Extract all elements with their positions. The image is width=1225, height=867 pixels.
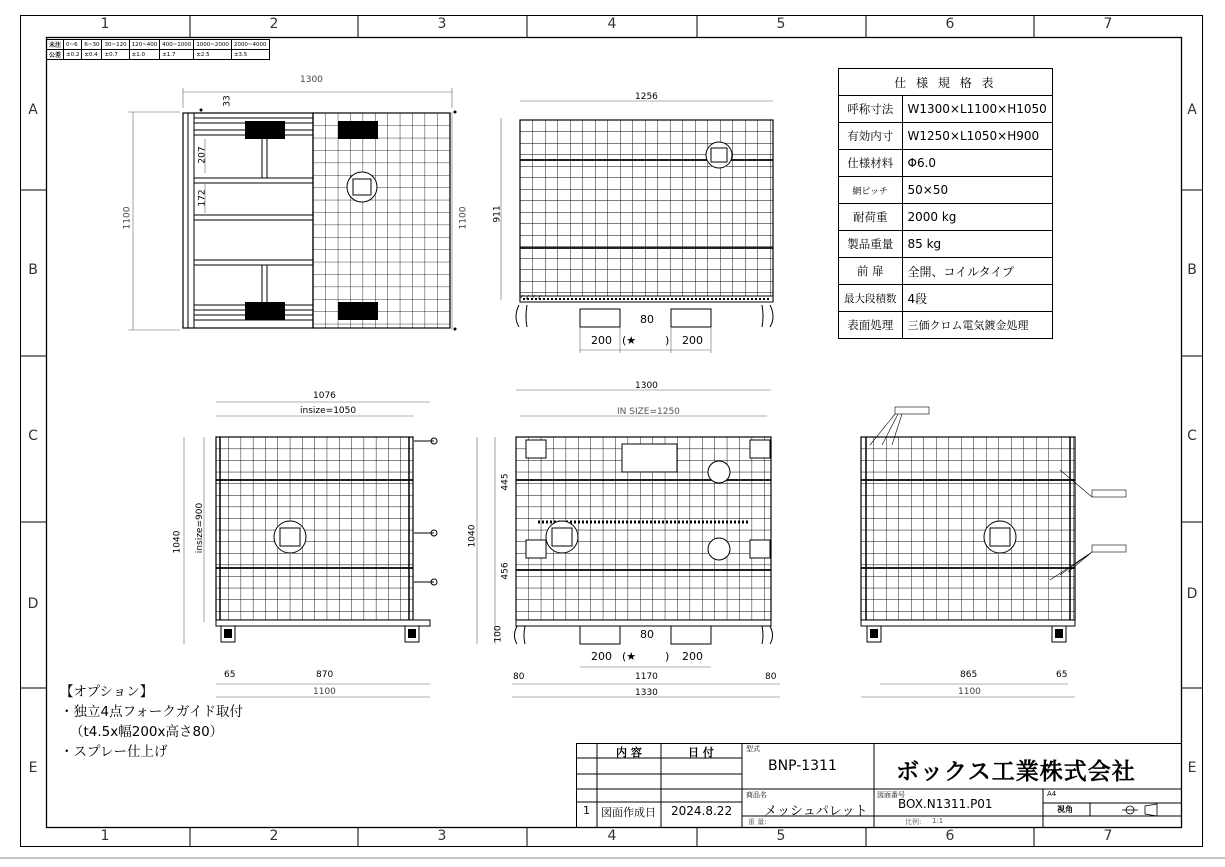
tb-rev-no: 1 bbox=[583, 804, 590, 817]
tolerance-range: 0~6 bbox=[64, 40, 82, 50]
tb-rev-date: 2024.8.22 bbox=[671, 804, 733, 818]
spec-key: 呼称寸法 bbox=[839, 96, 903, 123]
dim-mid-200a: 200 bbox=[591, 650, 612, 663]
zone-col-1: 1 bbox=[100, 16, 110, 32]
dim-mid-80-right: 80 bbox=[765, 672, 777, 682]
spec-key: 耐荷重 bbox=[839, 204, 903, 231]
spec-key: 仕様材料 bbox=[839, 150, 903, 177]
spec-row bbox=[839, 285, 1053, 312]
spec-value: Φ6.0 bbox=[902, 150, 1052, 177]
zone-col-4: 4 bbox=[607, 16, 617, 32]
zone-col-5-bottom: 5 bbox=[776, 828, 786, 844]
dim-side-insize900: insize=900 bbox=[195, 502, 206, 554]
dim-mid-80: 80 bbox=[640, 628, 654, 641]
tb-scale-label: 比例: bbox=[905, 818, 922, 826]
tolerance-value: ±2.5 bbox=[194, 50, 232, 60]
zone-col-5: 5 bbox=[776, 16, 786, 32]
dim-mid-456: 456 bbox=[500, 562, 511, 580]
zone-col-4-bottom: 4 bbox=[607, 828, 617, 844]
dim-mid-100: 100 bbox=[493, 625, 504, 643]
zone-row-b-right: B bbox=[1187, 262, 1197, 278]
zone-row-a-right: A bbox=[1187, 102, 1197, 118]
options-notes bbox=[60, 682, 243, 762]
spec-title: 仕 様 規 格 表 bbox=[839, 69, 1053, 96]
tolerance-label-1: 未注 bbox=[47, 40, 64, 50]
dim-front-paren: ) bbox=[665, 334, 670, 347]
right-side-view bbox=[861, 407, 1126, 697]
spec-key: 最大段積数 bbox=[839, 285, 903, 312]
zone-row-a: A bbox=[28, 102, 38, 118]
zone-row-e: E bbox=[28, 760, 38, 776]
tb-paper: A4 bbox=[1047, 790, 1057, 798]
dim-mid-1040: 1040 bbox=[467, 524, 478, 548]
dim-side-1076: 1076 bbox=[313, 391, 336, 401]
dim-mid-1330: 1330 bbox=[635, 688, 658, 698]
zone-row-c: C bbox=[28, 428, 38, 444]
tb-company: ボックス工業株式会社 bbox=[896, 758, 1136, 785]
spec-value: 三価クロム電気鍍金処理 bbox=[902, 312, 1052, 339]
tb-product: メッシュパレット bbox=[764, 804, 868, 819]
zone-col-7-bottom: 7 bbox=[1103, 828, 1113, 844]
dim-top-33: 33 bbox=[222, 95, 233, 107]
zone-col-2-bottom: 2 bbox=[269, 828, 279, 844]
dim-mid-1300: 1300 bbox=[635, 381, 658, 391]
dim-front-200a: 200 bbox=[591, 334, 612, 347]
spec-row bbox=[839, 258, 1053, 285]
dim-side-insize: insize=1050 bbox=[300, 406, 357, 416]
tolerance-value: ±1.0 bbox=[129, 50, 160, 60]
tolerance-value: ±0.4 bbox=[82, 50, 102, 60]
dim-front-1256: 1256 bbox=[635, 92, 658, 102]
zone-col-6-bottom: 6 bbox=[945, 828, 955, 844]
dim-side-65: 65 bbox=[224, 670, 236, 680]
tolerance-range: 1000~2000 bbox=[194, 40, 232, 50]
front-view bbox=[501, 101, 773, 353]
zone-row-e-right: E bbox=[1187, 760, 1197, 776]
spec-value: W1250×L1050×H900 bbox=[902, 123, 1052, 150]
dim-right-65: 65 bbox=[1056, 670, 1068, 680]
tolerance-value: ±1.7 bbox=[160, 50, 194, 60]
spec-key: 前 扉 bbox=[839, 258, 903, 285]
tb-scale: 1:1 bbox=[932, 817, 944, 825]
zone-row-c-right: C bbox=[1187, 428, 1197, 444]
tolerance-value: ±0.7 bbox=[102, 50, 129, 60]
zone-col-2: 2 bbox=[269, 16, 279, 32]
dim-mid-1170: 1170 bbox=[635, 672, 658, 682]
spec-row bbox=[839, 123, 1053, 150]
spec-table bbox=[838, 68, 1053, 339]
notes-item: ・スプレー仕上げ bbox=[60, 744, 168, 760]
zone-col-3: 3 bbox=[437, 16, 447, 32]
spec-row bbox=[839, 150, 1053, 177]
spec-row bbox=[839, 96, 1053, 123]
tolerance-range: 6~30 bbox=[82, 40, 102, 50]
dim-top-1100-right: 1100 bbox=[458, 206, 469, 230]
dim-front-star: (★ bbox=[622, 334, 637, 347]
spec-key: 有効内寸 bbox=[839, 123, 903, 150]
zone-col-6: 6 bbox=[945, 16, 955, 32]
zone-col-3-bottom: 3 bbox=[437, 828, 447, 844]
dim-front-200b: 200 bbox=[682, 334, 703, 347]
tb-weight-label: 重 量: bbox=[748, 818, 767, 826]
spec-key: 表面処理 bbox=[839, 312, 903, 339]
dim-right-1100: 1100 bbox=[958, 687, 981, 697]
notes-item: （t4.5x幅200x高さ80） bbox=[70, 724, 224, 740]
tb-drawing-no-label: 図面番号 bbox=[877, 791, 905, 799]
tolerance-range: 30~120 bbox=[102, 40, 129, 50]
spec-value: 4段 bbox=[902, 285, 1052, 312]
dim-top-172: 172 bbox=[197, 189, 208, 207]
tb-product-label: 商品名 bbox=[746, 791, 767, 799]
zone-row-d-right: D bbox=[1186, 586, 1198, 602]
tolerance-range: 120~400 bbox=[129, 40, 160, 50]
dim-top-1100-left: 1100 bbox=[122, 206, 133, 230]
zone-col-7: 7 bbox=[1103, 16, 1113, 32]
projection-symbol-icon bbox=[1122, 804, 1157, 816]
spec-row bbox=[839, 177, 1053, 204]
tb-model: BNP-1311 bbox=[768, 758, 837, 774]
dim-mid-445: 445 bbox=[500, 473, 511, 491]
spec-row bbox=[839, 312, 1053, 339]
tolerance-range: 2000~4000 bbox=[231, 40, 269, 50]
tb-header-date: 日 付 bbox=[688, 746, 714, 759]
spec-row bbox=[839, 204, 1053, 231]
side-view bbox=[184, 402, 437, 697]
notes-title: 【オプション】 bbox=[60, 684, 154, 700]
top-view bbox=[128, 88, 457, 331]
dim-side-1040: 1040 bbox=[172, 530, 183, 554]
dim-mid-insize: IN SIZE=1250 bbox=[617, 407, 680, 417]
tb-header-content: 内 容 bbox=[616, 746, 642, 759]
dim-side-1100: 1100 bbox=[313, 687, 336, 697]
dim-top-1300: 1300 bbox=[300, 75, 323, 85]
spec-value: 全開、コイルタイプ bbox=[902, 258, 1052, 285]
notes-item: ・独立4点フォークガイド取付 bbox=[60, 704, 244, 720]
tb-model-label: 型式 bbox=[746, 745, 760, 753]
spec-row bbox=[839, 231, 1053, 258]
dim-mid-200b: 200 bbox=[682, 650, 703, 663]
dim-top-207: 207 bbox=[197, 146, 208, 164]
dim-right-865: 865 bbox=[960, 670, 978, 680]
tolerance-value: ±0.2 bbox=[64, 50, 82, 60]
tolerance-range: 400~1000 bbox=[160, 40, 194, 50]
dim-front-911: 911 bbox=[492, 205, 503, 223]
spec-key: 製品重量 bbox=[839, 231, 903, 258]
spec-value: 85 kg bbox=[902, 231, 1052, 258]
tolerance-value: ±3.5 bbox=[231, 50, 269, 60]
spec-value: 2000 kg bbox=[902, 204, 1052, 231]
tb-rev-content: 図面作成日 bbox=[601, 806, 656, 819]
zone-col-1-bottom: 1 bbox=[100, 828, 110, 844]
spec-key: 網ピッチ bbox=[839, 177, 903, 204]
tb-drawing-no: BOX.N1311.P01 bbox=[898, 797, 993, 811]
spec-value: W1300×L1100×H1050 bbox=[902, 96, 1052, 123]
dim-mid-star: (★ bbox=[622, 650, 637, 663]
tolerance-label-2: 公差 bbox=[47, 50, 64, 60]
dim-mid-paren: ) bbox=[665, 650, 670, 663]
spec-value: 50×50 bbox=[902, 177, 1052, 204]
dim-front-80: 80 bbox=[640, 313, 654, 326]
zone-row-b: B bbox=[28, 262, 38, 278]
tb-view-label: 視角 bbox=[1057, 805, 1073, 814]
dim-mid-80-left: 80 bbox=[513, 672, 525, 682]
zone-row-d: D bbox=[27, 596, 39, 612]
dim-side-870: 870 bbox=[316, 670, 334, 680]
